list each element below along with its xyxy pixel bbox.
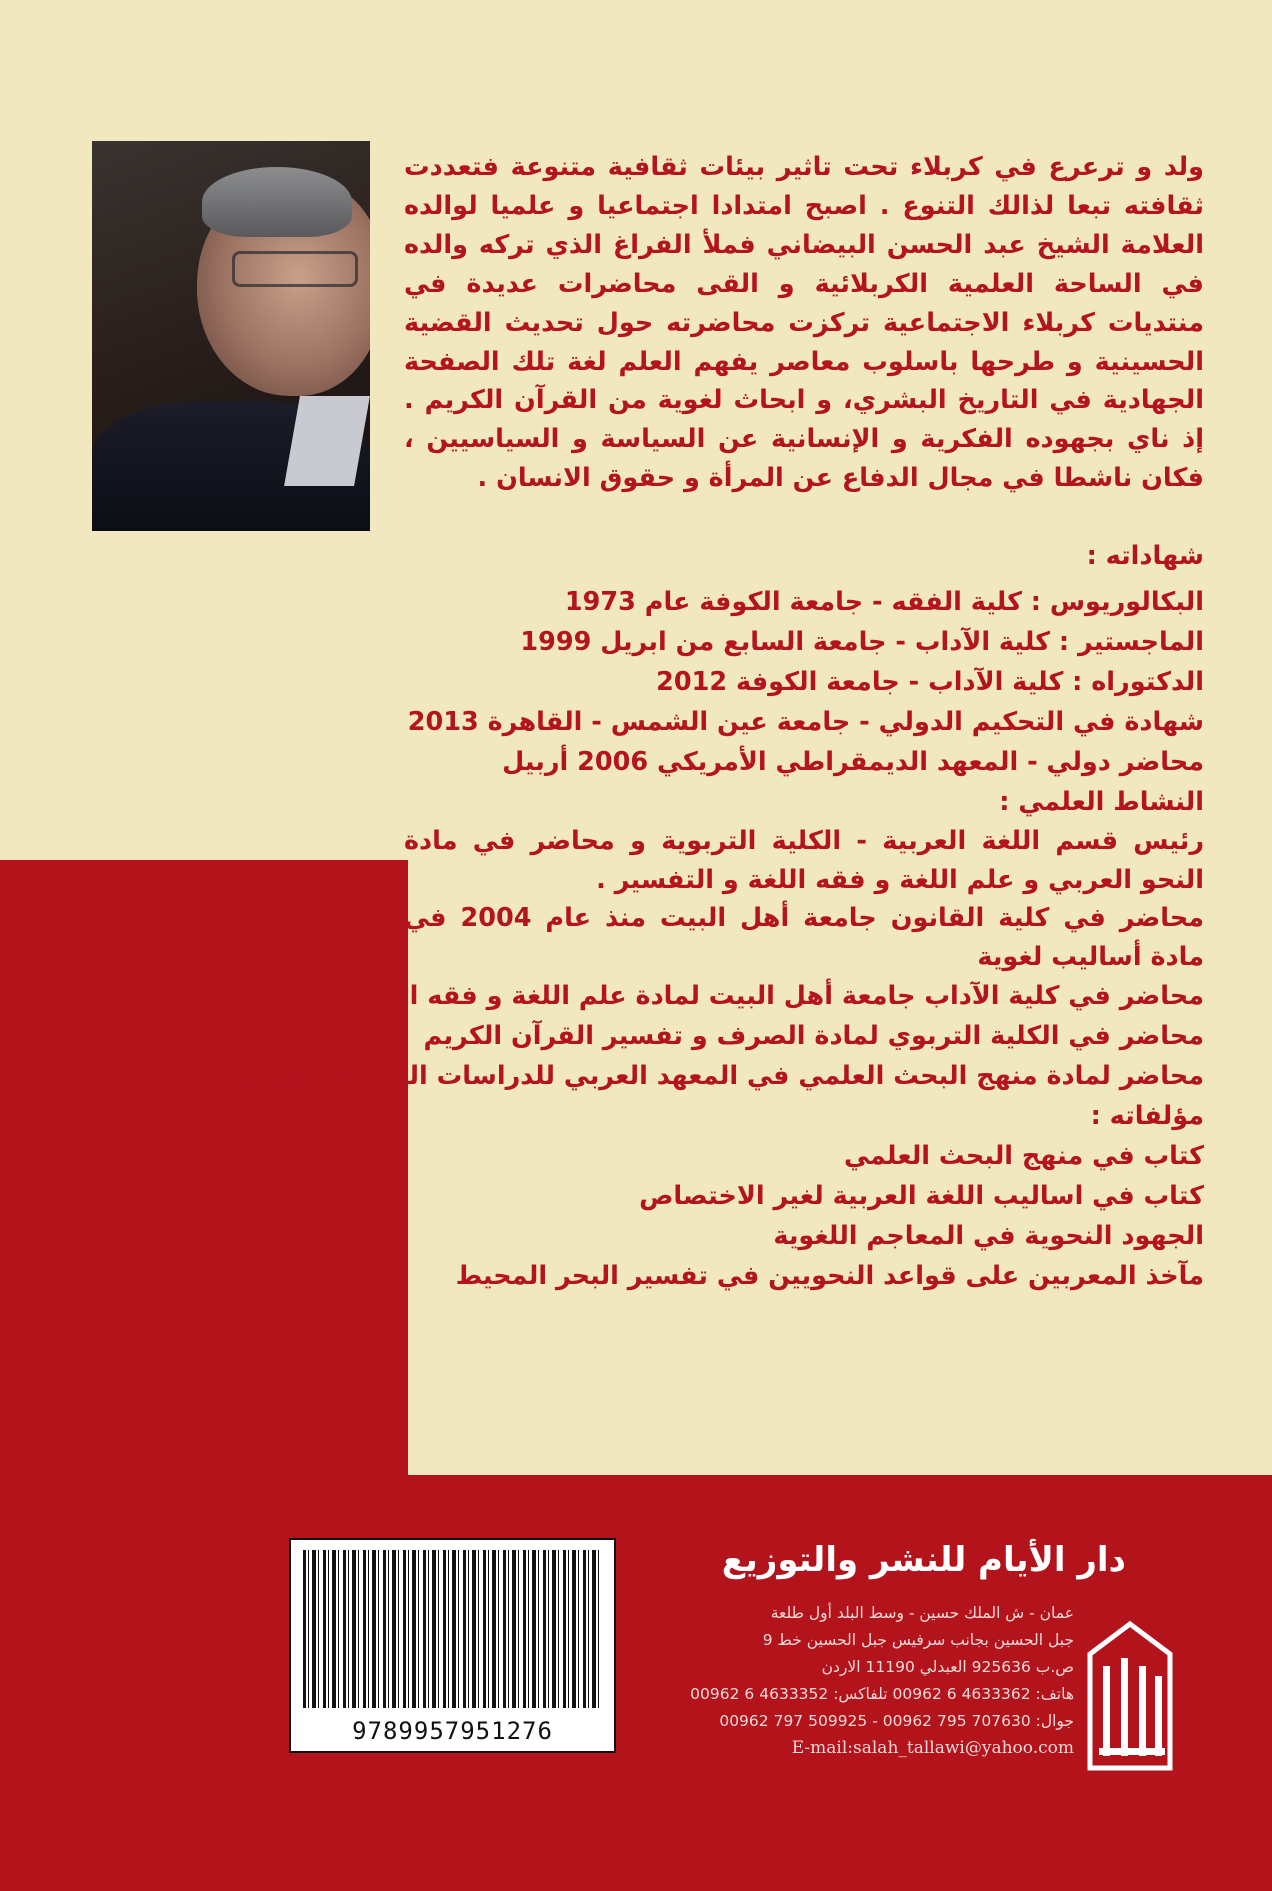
degrees-heading: شهاداته : [1086,541,1204,571]
logo-stroke [1099,1748,1165,1755]
work-item: كتاب في منهج البحث العلمي [844,1141,1204,1171]
degree-item: الماجستير : كلية الآداب - جامعة السابع من ابريل 1999 [520,627,1204,657]
degree-item: الدكتوراه : كلية الآداب - جامعة الكوفة 2012 [656,667,1204,697]
activity-item: محاضر في الكلية التربوي لمادة الصرف و تفسير القرآن الكريم [423,1021,1204,1051]
isbn-barcode [289,1538,616,1753]
work-item: الجهود النحوية في المعاجم اللغوية [773,1221,1204,1251]
author-photo [92,141,370,531]
works-heading: مؤلفاته : [1090,1101,1204,1131]
publisher-email: E-mail:salah_tallawi@yahoo.com [791,1738,1074,1758]
work-item: كتاب في اساليب اللغة العربية لغير الاختصاص [639,1181,1204,1211]
barcode-number: 9789957951276 [352,1717,553,1745]
activity-item: محاضر في كلية القانون جامعة أهل البيت منذ عام 2004 في مادة أساليب لغوية [404,903,1205,972]
activity-heading: النشاط العلمي : [999,787,1204,817]
degree-item: محاضر دولي - المعهد الديمقراطي الأمريكي 2006 أربيل [502,747,1204,777]
address-line: جبل الحسين بجانب سرفيس جبل الحسين خط 9 [762,1631,1074,1649]
author-biography: ولد و ترعرع في كربلاء تحت تاثير بيئات ثقافية متنوعة فتعددت ثقافته تبعا لذالك التنوع . اصبح امتدادا اجتماعيا و علميا لوالده العلامة الشيخ عبد الحسن البيضاني فملأ الفراغ الذي تركه والده في الساحة العلمية الكربلائية و القى محاضرات عديدة في منتديات كربلاء الاجتماعية تركزت محاضرته حول تحديث القضية الحسينية و طرحها باسلوب معاصر يفهم العلم لغة تلك الصفحة الجهادية في التاريخ البشري، و ابحاث لغوية من القرآن الكريم . إذ ناي بجهوده الفكرية و الإنسانية عن السياسة و السياسيين ، فكان ناشطا في مجال الدفاع عن المرأة و حقوق الانسان . [404,152,1204,494]
address-line: عمان - ش الملك حسين - وسط البلد أول طلعة [770,1604,1074,1622]
publisher-name: دار الأيام للنشر والتوزيع [721,1540,1126,1580]
photo-hair [202,167,352,237]
activity-item: محاضر لمادة منهج البحث العلمي في المعهد العربي للدراسات العليا في بغداد [243,1061,1204,1091]
address-line: جوال: 707630 795 00962 - 509925 797 00962 [719,1712,1074,1730]
work-item: مآخذ المعربين على قواعد النحويين في تفسير البحر المحيط [455,1261,1204,1291]
logo-stroke [1155,1676,1162,1756]
publisher-logo-icon [1075,1618,1185,1776]
address-line: ص.ب 925636 العبدلي 11190 الاردن [821,1658,1074,1676]
barcode-bars [303,1550,602,1708]
author-credentials [243,536,1205,1296]
degree-item: شهادة في التحكيم الدولي - جامعة عين الشمس - القاهرة 2013 [407,707,1204,737]
publisher-address [634,1600,1074,1762]
logo-stroke [1121,1658,1128,1756]
activity-item: محاضر في كلية الآداب جامعة أهل البيت لمادة علم اللغة و فقه اللغة [359,981,1204,1011]
logo-stroke [1103,1666,1110,1756]
logo-stroke [1139,1666,1146,1756]
activity-item: رئيس قسم اللغة العربية - الكلية التربوية و محاضر في مادة النحو العربي و علم اللغة و فقه اللغة و التفسير . [404,826,1204,895]
address-line: هاتف: 4633362 6 00962 تلفاكس: 4633352 6 00962 [690,1685,1074,1703]
degree-item: البكالوريوس : كلية الفقه - جامعة الكوفة عام 1973 [564,587,1204,617]
photo-glasses [232,251,358,287]
